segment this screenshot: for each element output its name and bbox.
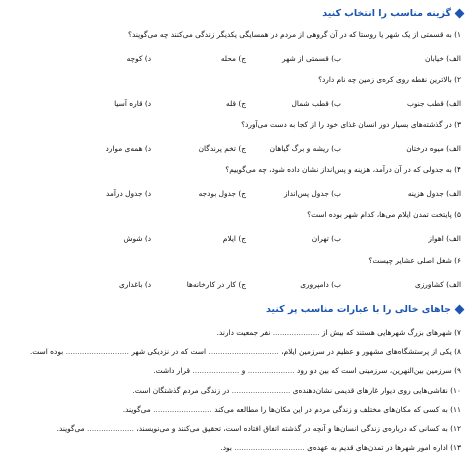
question-5: ۵) پایتخت تمدن ایلام می‌ها، کدام شهر بوده است؟	[307, 210, 461, 219]
option-b[interactable]: ب) دامپروری	[300, 280, 341, 289]
item-number: ۱۱)	[450, 405, 461, 414]
blank-field[interactable]: .........................	[153, 405, 212, 414]
item-text: بود.	[220, 443, 232, 452]
item-number: ۱۲)	[450, 424, 461, 433]
question-3: ۳) در گذشته‌های بسیار دور انسان غذای خود را از کجا به دست می‌آورد؟	[241, 120, 461, 129]
fill-item-7	[217, 328, 461, 337]
item-number: ۸)	[454, 347, 461, 356]
item-text: اداره امور شهرها در تمدن‌های قدیم به عهده‌ی	[307, 443, 448, 452]
fill-item-11	[123, 405, 461, 414]
blank-field[interactable]: ....................	[87, 424, 134, 433]
item-text: نقاشی‌هایی روی دیوار غارهای قدیمی نشان‌دهنده‌ی	[292, 386, 448, 395]
item-text: می‌گویند.	[122, 405, 151, 414]
section-header-multiple-choice	[322, 8, 463, 19]
question-4: ۴) به جدولی که در آن درآمد، هزینه و پس‌انداز نشان داده شود، چه می‌گوییم؟	[225, 165, 461, 174]
item-text: در زندگی مردم گذشتگان است.	[132, 386, 230, 395]
option-a[interactable]: الف) میوه درختان	[406, 144, 461, 153]
diamond-bullet-icon	[455, 305, 465, 315]
question-1: ۱) به قسمتی از یک شهر یا روستا که در آن گروهی از مردم در همسایگی یکدیگر زندگی می‌کنند چه می‌گویند؟	[128, 30, 461, 39]
item-text: قرار داشت.	[153, 366, 191, 375]
option-d[interactable]: د) قاره آسیا	[114, 99, 151, 108]
blank-field[interactable]: ..............................	[234, 443, 305, 452]
option-b[interactable]: ب) قطب شمال	[291, 99, 341, 108]
blank-field[interactable]: ...........................	[65, 347, 129, 356]
option-a[interactable]: الف) جدول هزینه	[407, 189, 461, 198]
option-c[interactable]: ج) قله	[226, 99, 246, 108]
item-text: نفر جمعیت دارند.	[216, 328, 271, 337]
option-c[interactable]: ج) محله	[220, 54, 246, 63]
diamond-bullet-icon	[455, 9, 465, 19]
item-text: به کسی که مکان‌های مختلف و زندگی مردم در این مکان‌ها را مطالعه می‌کند	[214, 405, 448, 414]
item-number: ۷)	[454, 328, 461, 337]
blank-field[interactable]: .........................	[231, 386, 291, 395]
fill-item-13	[220, 443, 461, 452]
item-text: یکی از پرستشگاه‌های مشهور و عظیم در سرزمین ایلام،	[281, 347, 452, 356]
item-text: به کسانی که درباره‌ی زندگی انسان‌ها و آنچه در گذشته اتفاق افتاده است، تحقیق می‌کنند و می‌نویسند،	[136, 424, 448, 433]
option-d[interactable]: د) باغداری	[119, 280, 151, 289]
option-a[interactable]: الف) اهواز	[428, 234, 461, 243]
item-text: سرزمین بین‌النهرین، سرزمینی است که بین دو رود	[297, 366, 452, 375]
option-c[interactable]: ج) تخم پرندگان	[198, 144, 246, 153]
item-number: ۱۰)	[450, 386, 461, 395]
item-text: می‌گویند.	[56, 424, 85, 433]
fill-item-12	[57, 424, 461, 433]
option-c[interactable]: ج) ایلام	[222, 234, 246, 243]
option-b[interactable]: ب) تهران	[311, 234, 341, 243]
section-title: جاهای خالی را با عبارات مناسب پر کنید	[265, 304, 451, 315]
option-a[interactable]: الف) کشاورزی	[414, 280, 461, 289]
blank-field[interactable]: ..............................	[208, 347, 279, 356]
fill-item-9	[153, 366, 461, 375]
item-text: شهرهای بزرگ شهرهایی هستند که بیش از	[322, 328, 452, 337]
option-d[interactable]: د) جدول درآمد	[105, 189, 151, 198]
option-d[interactable]: د) کوچه	[126, 54, 151, 63]
item-text: بوده است.	[29, 347, 64, 356]
option-c[interactable]: ج) جدول بودجه	[198, 189, 246, 198]
item-number: ۹)	[454, 366, 461, 375]
option-a[interactable]: الف) قطب جنوب	[407, 99, 461, 108]
item-text: و	[241, 366, 246, 375]
option-b[interactable]: ب) ریشه و برگ گیاهان	[269, 144, 341, 153]
option-b[interactable]: ب) قسمتی از شهر	[282, 54, 341, 63]
option-c[interactable]: ج) کار در کارخانه‌ها	[186, 280, 246, 289]
option-b[interactable]: ب) جدول پس‌انداز	[283, 189, 341, 198]
blank-field[interactable]: ....................	[272, 328, 320, 337]
fill-item-8	[30, 347, 461, 356]
section-header-fill-in-blanks	[266, 304, 463, 315]
item-text: است که در نزدیکی شهر	[131, 347, 207, 356]
section-title: گزینه مناسب را انتخاب کنید	[322, 8, 451, 19]
blank-field[interactable]: ....................	[247, 366, 295, 375]
option-a[interactable]: الف) خیابان	[425, 54, 461, 63]
option-d[interactable]: د) شوش	[123, 234, 151, 243]
question-2: ۲) بالاترین نقطه روی کره‌ی زمین چه نام دارد؟	[318, 75, 461, 84]
fill-item-10	[133, 386, 461, 395]
question-6: ۶) شغل اصلی عشایر چیست؟	[368, 256, 461, 265]
option-d[interactable]: د) همه‌ی موارد	[105, 144, 151, 153]
item-number: ۱۳)	[450, 443, 461, 452]
blank-field[interactable]: ....................	[192, 366, 240, 375]
